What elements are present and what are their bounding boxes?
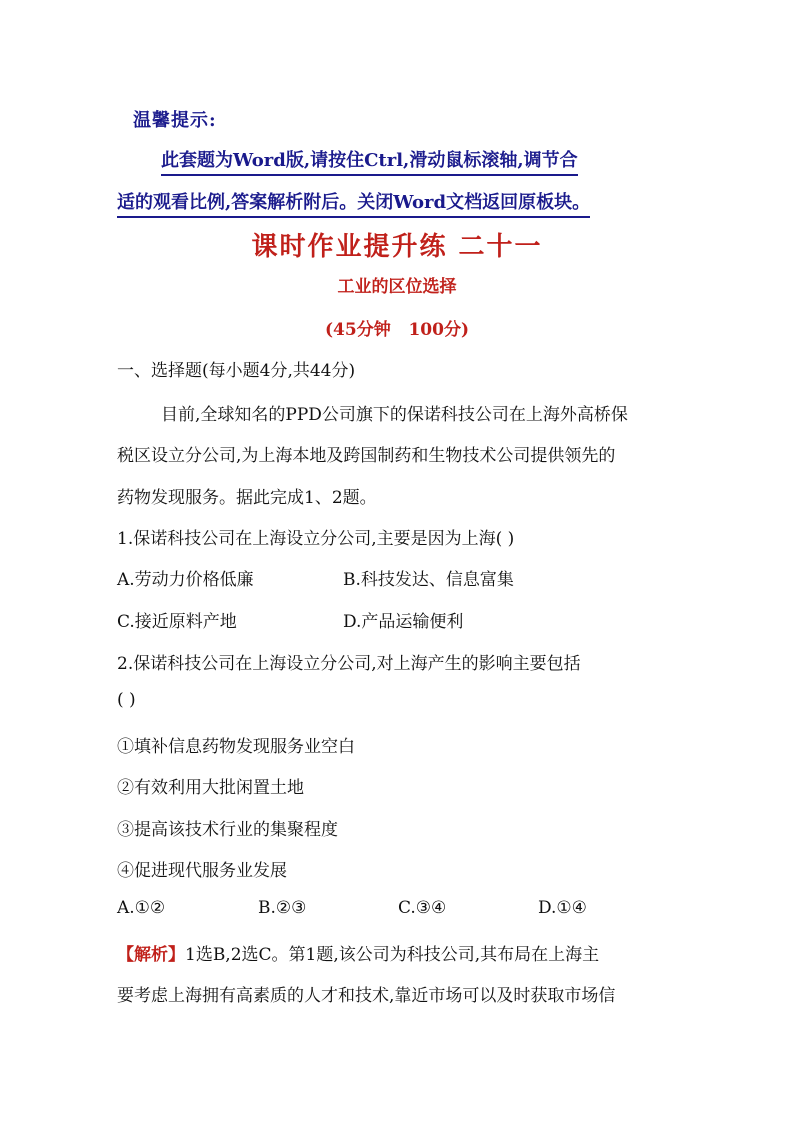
analysis-line-1 <box>117 940 599 965</box>
analysis-line-2: 要考虑上海拥有高素质的人才和技术,靠近市场可以及时获取市场信 <box>117 986 616 1006</box>
notice-title: 温馨提示: <box>133 110 217 131</box>
page-title: 课时作业提升练 二十一 <box>251 232 543 262</box>
question-1-stem: 1.保诺科技公司在上海设立分公司,主要是因为上海( ) <box>117 529 515 549</box>
passage-line-2: 税区设立分公司,为上海本地及跨国制药和生物技术公司提供领先的 <box>117 446 616 466</box>
q1-option-c: C.接近原料产地 <box>117 612 237 632</box>
q2-option-b: B.②③ <box>258 898 307 918</box>
q2-option-a: A.①② <box>117 898 166 918</box>
q2-item-1: ①填补信息药物发现服务业空白 <box>117 737 355 757</box>
q1-option-a: A.劳动力价格低廉 <box>117 570 254 590</box>
question-2-stem: 2.保诺科技公司在上海设立分公司,对上海产生的影响主要包括 <box>117 654 581 674</box>
notice-line-1: 此套题为Word版,请按住Ctrl,滑动鼠标滚轴,调节合 <box>161 146 578 176</box>
q2-option-c: C.③④ <box>398 898 447 918</box>
analysis-text-1: 1选B,2选C。第1题,该公司为科技公司,其布局在上海主 <box>185 945 600 965</box>
passage-line-1: 目前,全球知名的PPD公司旗下的保诺科技公司在上海外高桥保 <box>161 405 628 425</box>
q2-item-3: ③提高该技术行业的集聚程度 <box>117 820 338 840</box>
q1-option-d: D.产品运输便利 <box>343 612 464 632</box>
q2-option-d: D.①④ <box>538 898 587 918</box>
section-heading: 一、选择题(每小题4分,共44分) <box>117 361 356 381</box>
time-score: (45分钟 100分) <box>325 320 469 340</box>
question-2-paren: ( ) <box>117 690 136 710</box>
passage-line-3: 药物发现服务。据此完成1、2题。 <box>117 488 377 508</box>
analysis-label: 【解析】 <box>117 945 185 965</box>
q1-option-b: B.科技发达、信息富集 <box>343 570 514 590</box>
notice-line-2: 适的观看比例,答案解析附后。关闭Word文档返回原板块。 <box>117 188 590 218</box>
q2-item-4: ④促进现代服务业发展 <box>117 861 287 881</box>
q2-item-2: ②有效利用大批闲置土地 <box>117 778 304 798</box>
page-subtitle: 工业的区位选择 <box>337 277 457 297</box>
